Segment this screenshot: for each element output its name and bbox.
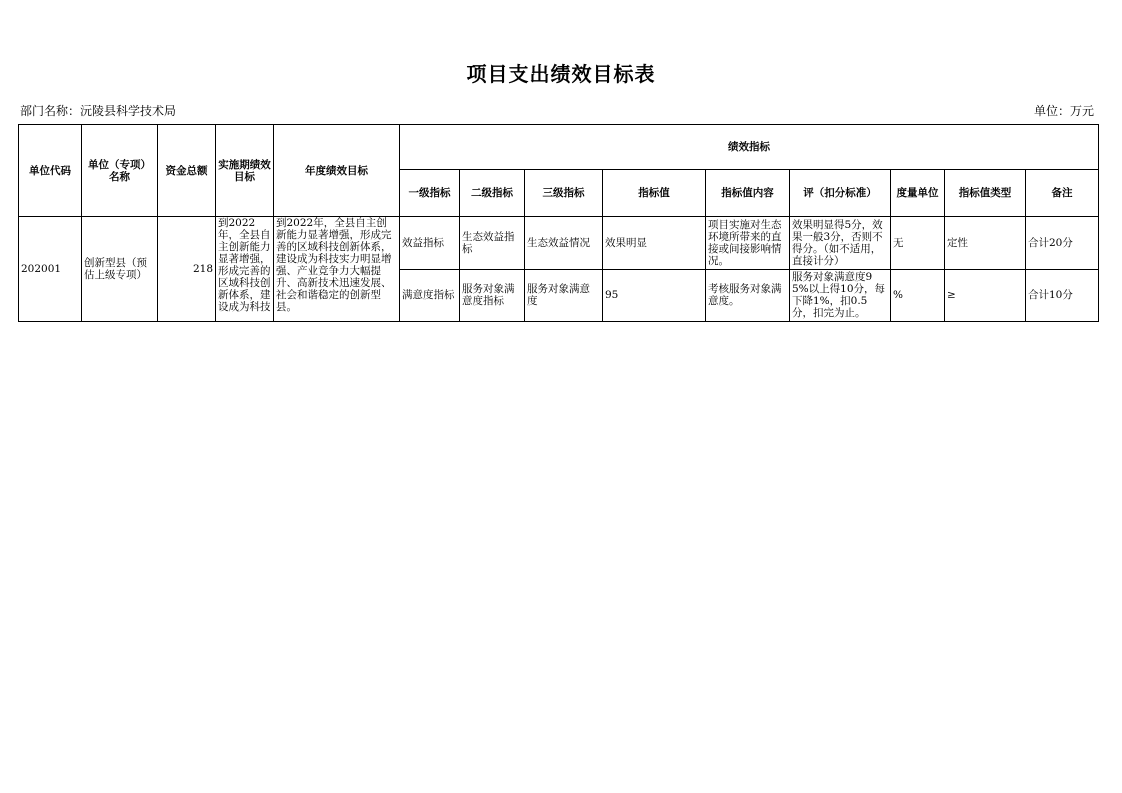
cell-remark: 合计20分 (1026, 217, 1099, 270)
unit-label: 单位：万元 (1033, 104, 1094, 118)
header-level1: 一级指标 (400, 170, 460, 217)
header-value: 指标值 (603, 170, 706, 217)
header-unit-name: 单位（专项）名称 (82, 125, 158, 217)
cell-value-content: 项目实施对生态环境所带来的直接或间接影响情况。 (708, 218, 782, 267)
cell-level3: 服务对象满意度 (525, 269, 603, 322)
cell-value-content: 考核服务对象满意度。 (708, 283, 782, 308)
header-period-goal: 实施期绩效目标 (216, 125, 274, 217)
cell-value: 95 (603, 269, 706, 322)
header-value-content: 指标值内容 (706, 170, 790, 217)
header-level2: 二级指标 (460, 170, 525, 217)
cell-level2: 生态效益指标 (460, 217, 525, 270)
header-value-type: 指标值类型 (945, 170, 1026, 217)
header-total-funds: 资金总额 (158, 125, 216, 217)
cell-value: 效果明显 (603, 217, 706, 270)
cell-unit-code: 202001 (19, 217, 82, 322)
header-unit-code: 单位代码 (19, 125, 82, 217)
header-remark: 备注 (1026, 170, 1099, 217)
cell-scoring: 服务对象满意度95%以上得10分，每下降1%，扣0.5分，扣完为止。 (792, 271, 886, 320)
cell-level2: 服务对象满意度指标 (460, 269, 525, 322)
cell-unit-name: 创新型县（预估上级专项） (82, 217, 158, 322)
header-measure-unit: 度量单位 (891, 170, 945, 217)
table-row (19, 217, 1099, 270)
cell-remark: 合计10分 (1026, 269, 1099, 322)
cell-measure-unit: 无 (891, 217, 945, 270)
department-label: 部门名称：沅陵县科学技术局 (20, 104, 177, 118)
cell-level1: 效益指标 (400, 217, 460, 270)
page-title: 项目支出绩效目标表 (466, 62, 656, 86)
header-annual-goal: 年度绩效目标 (274, 125, 400, 217)
header-level3: 三级指标 (525, 170, 603, 217)
cell-measure-unit: % (891, 269, 945, 322)
header-scoring: 评（扣分标准） (790, 170, 891, 217)
cell-value-type: 定性 (945, 217, 1026, 270)
cell-scoring: 效果明显得5分，效果一般3分，否则不得分。（如不适用，直接计分） (792, 218, 883, 267)
cell-annual-goal: 到2022年，全县自主创新能力显著增强，形成完善的区域科技创新体系，建设成为科技实力明显增强、产业竞争力大幅提升、高新技术迅速发展、社会和谐稳定的创新型县。 (276, 217, 392, 313)
performance-target-table (18, 124, 1099, 322)
header-indicators: 绩效指标 (400, 125, 1099, 170)
cell-level3: 生态效益情况 (525, 217, 603, 270)
cell-level1: 满意度指标 (400, 269, 460, 322)
cell-total-funds: 218 (158, 217, 216, 322)
cell-value-type: ≥ (945, 269, 1026, 322)
cell-period-goal: 到2022年，全县自主创新能力显著增强，形成完善的区域科技创新体系，建设成为科技 (218, 217, 271, 313)
